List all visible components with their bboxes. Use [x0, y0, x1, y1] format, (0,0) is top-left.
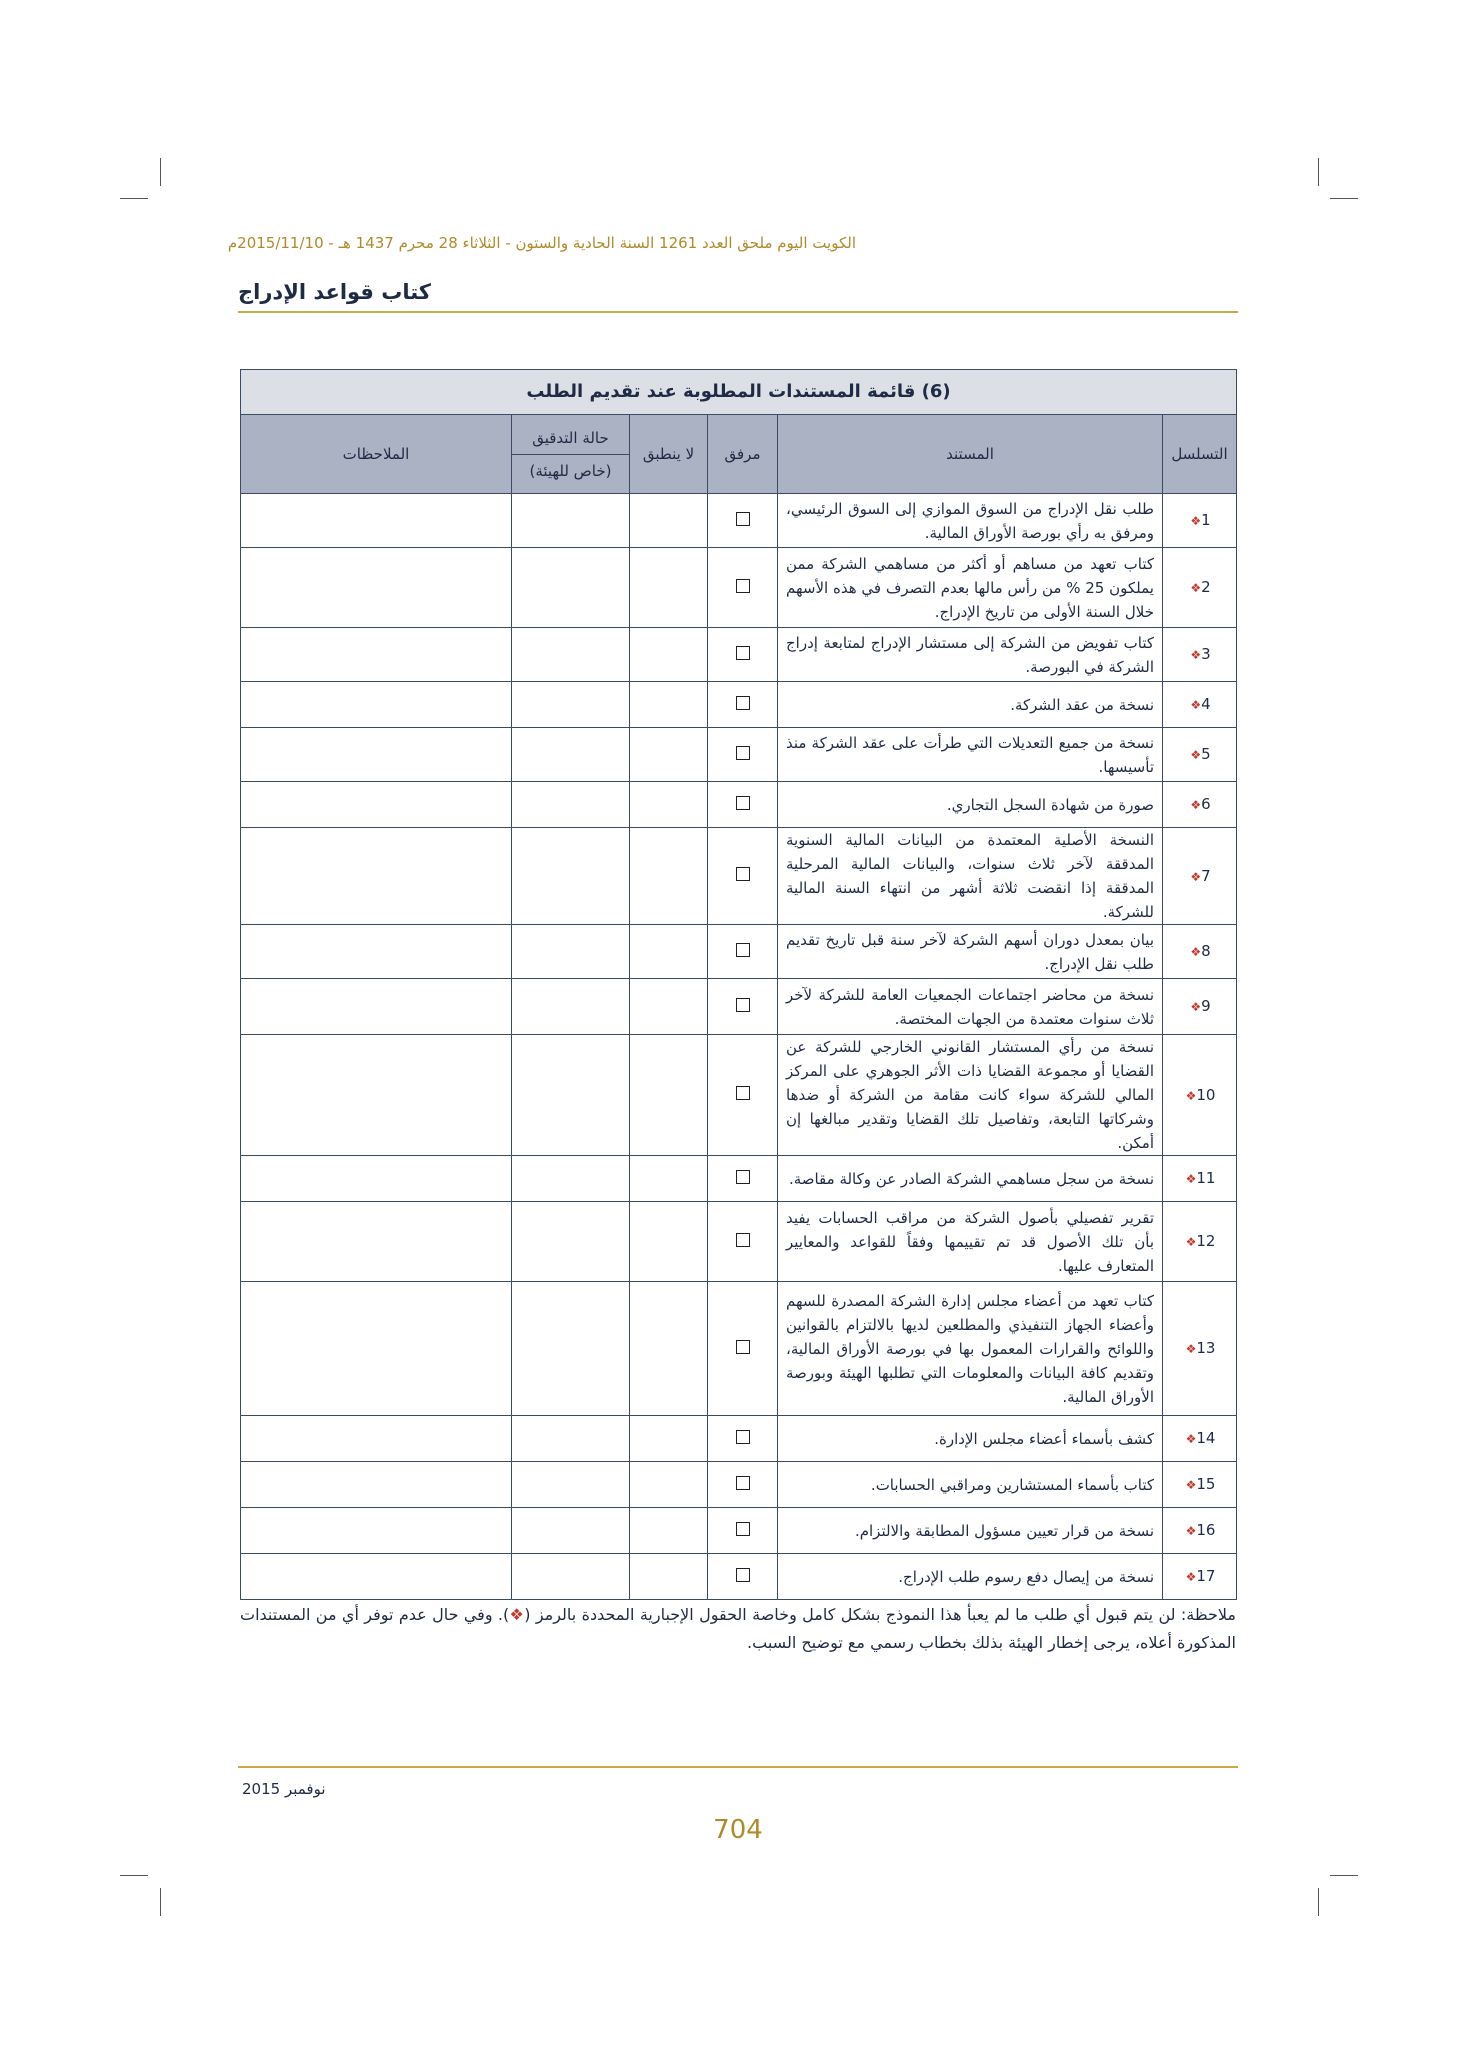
table-row	[241, 728, 1237, 782]
row-remarks-cell[interactable]	[241, 1202, 512, 1282]
row-not-applicable-cell[interactable]	[630, 548, 708, 628]
documents-table	[240, 369, 1237, 1600]
row-sequence-number: 6	[1201, 795, 1211, 813]
row-attached-cell	[708, 628, 778, 682]
row-document: كتاب تعهد من مساهم أو أكثر من مساهمي الشركة ممن يملكون 25 % من رأس مالها بعدم التصرف في هذه الأسهم خلال السنة الأولى من تاريخ الإدراج.	[778, 548, 1163, 628]
row-audit-status-cell[interactable]	[512, 979, 630, 1035]
table-row	[241, 1202, 1237, 1282]
row-attached-cell	[708, 728, 778, 782]
footer-rule	[238, 1766, 1238, 1768]
row-not-applicable-cell[interactable]	[630, 1508, 708, 1554]
running-header: الكويت اليوم ملحق العدد 1261 السنة الحادية والستون - الثلاثاء 28 محرم 1437 هـ - 2015/11/10م	[227, 234, 856, 252]
table-row	[241, 494, 1237, 548]
row-attached-cell	[708, 1416, 778, 1462]
table-caption: (6) قائمة المستندات المطلوبة عند تقديم الطلب	[241, 370, 1237, 415]
row-sequence-number: 2	[1201, 578, 1211, 596]
row-not-applicable-cell[interactable]	[630, 682, 708, 728]
required-marker-icon: ❖	[1185, 1235, 1197, 1249]
row-attached-cell	[708, 1508, 778, 1554]
row-sequence-number: 5	[1201, 745, 1211, 763]
col-audit-status	[512, 415, 630, 494]
row-sequence	[1163, 1156, 1237, 1202]
row-document: كتاب تعهد من أعضاء مجلس إدارة الشركة المصدرة للسهم وأعضاء الجهاز التنفيذي والمطلعين لديها بالالتزام بالقوانين واللوائح والقرارات المعمول بها في بورصة الأوراق المالية، وتقديم كافة البيانات والمعلومات التي تطلبها الهيئة وبورصة الأوراق المالية.	[778, 1282, 1163, 1416]
attached-checkbox[interactable]	[736, 1233, 750, 1247]
row-document: نسخة من قرار تعيين مسؤول المطابقة والالتزام.	[778, 1508, 1163, 1554]
required-marker-icon: ❖	[1190, 748, 1202, 762]
required-marker-icon: ❖	[1185, 1432, 1197, 1446]
table-row	[241, 828, 1237, 925]
row-remarks-cell[interactable]	[241, 628, 512, 682]
required-marker-icon: ❖	[1185, 1478, 1197, 1492]
table-row	[241, 628, 1237, 682]
row-sequence-number: 17	[1196, 1567, 1216, 1585]
audit-status-label: حالة التدقيق	[512, 422, 629, 455]
row-attached-cell	[708, 494, 778, 548]
row-remarks-cell[interactable]	[241, 828, 512, 925]
row-remarks-cell[interactable]	[241, 1554, 512, 1600]
table-row	[241, 925, 1237, 979]
row-sequence	[1163, 1282, 1237, 1416]
row-audit-status-cell[interactable]	[512, 1282, 630, 1416]
row-document: نسخة من رأي المستشار القانوني الخارجي للشركة عن القضايا أو مجموعة القضايا ذات الأثر الجوهري على المركز المالي للشركة سواء كانت مقامة من الشركة أو ضدها وشركاتها التابعة، وتفاصيل تلك القضايا وتقدير مبالغها إن أمكن.	[778, 1035, 1163, 1156]
table-row	[241, 682, 1237, 728]
row-remarks-cell[interactable]	[241, 925, 512, 979]
section-title: كتاب قواعد الإدراج	[238, 280, 432, 304]
attached-checkbox[interactable]	[736, 943, 750, 957]
attached-checkbox[interactable]	[736, 1522, 750, 1536]
row-sequence	[1163, 1508, 1237, 1554]
row-sequence-number: 12	[1196, 1232, 1216, 1250]
row-sequence-number: 14	[1196, 1429, 1216, 1447]
row-remarks-cell[interactable]	[241, 1035, 512, 1156]
row-sequence	[1163, 1416, 1237, 1462]
row-attached-cell	[708, 1202, 778, 1282]
row-audit-status-cell[interactable]	[512, 782, 630, 828]
row-not-applicable-cell[interactable]	[630, 1282, 708, 1416]
crop-mark	[1330, 198, 1358, 199]
required-marker-icon: ❖	[1190, 648, 1202, 662]
row-not-applicable-cell[interactable]	[630, 1156, 708, 1202]
row-not-applicable-cell[interactable]	[630, 1035, 708, 1156]
row-remarks-cell[interactable]	[241, 1416, 512, 1462]
row-sequence-number: 13	[1196, 1339, 1216, 1357]
row-document: نسخة من سجل مساهمي الشركة الصادر عن وكالة مقاصة.	[778, 1156, 1163, 1202]
row-document: طلب نقل الإدراج من السوق الموازي إلى السوق الرئيسي، ومرفق به رأي بورصة الأوراق المالية.	[778, 494, 1163, 548]
row-attached-cell	[708, 1462, 778, 1508]
col-remarks: الملاحظات	[241, 415, 512, 494]
attached-checkbox[interactable]	[736, 998, 750, 1012]
row-audit-status-cell[interactable]	[512, 1554, 630, 1600]
row-not-applicable-cell[interactable]	[630, 494, 708, 548]
attached-checkbox[interactable]	[736, 796, 750, 810]
row-document: النسخة الأصلية المعتمدة من البيانات المالية السنوية المدققة لآخر ثلاث سنوات، والبيانات المالية المرحلية المدققة إذا انقضت ثلاثة أشهر من انتهاء السنة المالية للشركة.	[778, 828, 1163, 925]
row-remarks-cell[interactable]	[241, 494, 512, 548]
row-not-applicable-cell[interactable]	[630, 1416, 708, 1462]
row-not-applicable-cell[interactable]	[630, 925, 708, 979]
row-remarks-cell[interactable]	[241, 782, 512, 828]
row-sequence	[1163, 1202, 1237, 1282]
crop-mark	[160, 158, 161, 186]
required-marker-icon: ❖	[1185, 1172, 1197, 1186]
row-remarks-cell[interactable]	[241, 548, 512, 628]
row-sequence-number: 10	[1196, 1085, 1216, 1104]
required-marker-icon: ❖	[509, 1605, 525, 1624]
crop-mark	[1318, 158, 1319, 186]
attached-checkbox[interactable]	[736, 512, 750, 526]
attached-checkbox[interactable]	[736, 1170, 750, 1184]
table-row	[241, 1554, 1237, 1600]
row-sequence	[1163, 728, 1237, 782]
row-remarks-cell[interactable]	[241, 979, 512, 1035]
row-document: نسخة من محاضر اجتماعات الجمعيات العامة للشركة لآخر ثلاث سنوات معتمدة من الجهات المختصة.	[778, 979, 1163, 1035]
row-document: كتاب بأسماء المستشارين ومراقبي الحسابات.	[778, 1462, 1163, 1508]
row-sequence-number: 1	[1201, 511, 1211, 529]
table-row	[241, 1462, 1237, 1508]
required-marker-icon: ❖	[1185, 1570, 1197, 1584]
documents-table-body	[241, 494, 1237, 1600]
required-marker-icon: ❖	[1190, 1000, 1202, 1014]
attached-checkbox[interactable]	[736, 867, 750, 881]
row-not-applicable-cell[interactable]	[630, 1202, 708, 1282]
row-attached-cell	[708, 548, 778, 628]
attached-checkbox[interactable]	[736, 696, 750, 710]
row-sequence	[1163, 628, 1237, 682]
row-attached-cell	[708, 682, 778, 728]
row-sequence	[1163, 1035, 1237, 1156]
attached-checkbox[interactable]	[736, 746, 750, 760]
table-row	[241, 548, 1237, 628]
row-audit-status-cell[interactable]	[512, 1508, 630, 1554]
row-not-applicable-cell[interactable]	[630, 728, 708, 782]
required-marker-icon: ❖	[1190, 698, 1202, 712]
page-number: 704	[713, 1815, 763, 1845]
row-sequence-number: 7	[1201, 866, 1211, 885]
table-row	[241, 1508, 1237, 1554]
row-document: نسخة من جميع التعديلات التي طرأت على عقد الشركة منذ تأسيسها.	[778, 728, 1163, 782]
required-marker-icon: ❖	[1190, 514, 1202, 528]
row-not-applicable-cell[interactable]	[630, 1462, 708, 1508]
footer-date: نوفمبر 2015	[242, 1780, 326, 1798]
row-attached-cell	[708, 979, 778, 1035]
row-attached-cell	[708, 828, 778, 925]
row-audit-status-cell[interactable]	[512, 1035, 630, 1156]
table-row	[241, 782, 1237, 828]
row-attached-cell	[708, 1282, 778, 1416]
row-audit-status-cell[interactable]	[512, 548, 630, 628]
crop-mark	[120, 1875, 148, 1876]
row-remarks-cell[interactable]	[241, 682, 512, 728]
row-remarks-cell[interactable]	[241, 1462, 512, 1508]
row-attached-cell	[708, 1554, 778, 1600]
required-marker-icon: ❖	[1190, 945, 1202, 959]
required-marker-icon: ❖	[1185, 1342, 1197, 1356]
row-sequence	[1163, 925, 1237, 979]
required-marker-icon: ❖	[1185, 1524, 1197, 1538]
row-remarks-cell[interactable]	[241, 1282, 512, 1416]
table-row	[241, 1416, 1237, 1462]
row-remarks-cell[interactable]	[241, 1156, 512, 1202]
required-marker-icon: ❖	[1190, 798, 1202, 812]
form-note	[240, 1601, 1236, 1657]
col-sequence: التسلسل	[1163, 415, 1237, 494]
required-marker-icon: ❖	[1190, 581, 1202, 595]
row-document: صورة من شهادة السجل التجاري.	[778, 782, 1163, 828]
table-row	[241, 979, 1237, 1035]
attached-checkbox[interactable]	[736, 579, 750, 593]
crop-mark	[160, 1888, 161, 1916]
table-row	[241, 1156, 1237, 1202]
row-sequence-number: 4	[1201, 695, 1211, 713]
row-document: نسخة من عقد الشركة.	[778, 682, 1163, 728]
row-sequence	[1163, 782, 1237, 828]
attached-checkbox[interactable]	[736, 1476, 750, 1490]
table-row	[241, 1035, 1237, 1156]
attached-checkbox[interactable]	[736, 1430, 750, 1444]
attached-checkbox[interactable]	[736, 1086, 750, 1100]
note-text-start: ملاحظة: لن يتم قبول أي طلب ما لم يعبأ هذا النموذج بشكل كامل وخاصة الحقول الإجبارية المحددة بالرمز (	[524, 1605, 1237, 1624]
row-remarks-cell[interactable]	[241, 1508, 512, 1554]
row-sequence	[1163, 548, 1237, 628]
header-rule	[238, 311, 1238, 313]
row-audit-status-cell[interactable]	[512, 728, 630, 782]
attached-checkbox[interactable]	[736, 1340, 750, 1354]
row-sequence-number: 3	[1201, 645, 1211, 663]
row-attached-cell	[708, 1035, 778, 1156]
row-audit-status-cell[interactable]	[512, 1156, 630, 1202]
row-sequence	[1163, 828, 1237, 925]
row-sequence-number: 8	[1201, 942, 1211, 960]
row-document: تقرير تفصيلي بأصول الشركة من مراقب الحسابات يفيد بأن تلك الأصول قد تم تقييمها وفقاً للقواعد والمعايير المتعارف عليها.	[778, 1202, 1163, 1282]
row-document: كشف بأسماء أعضاء مجلس الإدارة.	[778, 1416, 1163, 1462]
row-not-applicable-cell[interactable]	[630, 828, 708, 925]
crop-mark	[1330, 1875, 1358, 1876]
attached-checkbox[interactable]	[736, 1568, 750, 1582]
col-document: المستند	[778, 415, 1163, 494]
row-sequence	[1163, 682, 1237, 728]
row-audit-status-cell[interactable]	[512, 828, 630, 925]
crop-mark	[1318, 1888, 1319, 1916]
row-audit-status-cell[interactable]	[512, 628, 630, 682]
row-document: بيان بمعدل دوران أسهم الشركة لآخر سنة قبل تاريخ تقديم طلب نقل الإدراج.	[778, 925, 1163, 979]
row-remarks-cell[interactable]	[241, 728, 512, 782]
row-sequence	[1163, 1554, 1237, 1600]
required-marker-icon: ❖	[1185, 1088, 1197, 1103]
row-document: نسخة من إيصال دفع رسوم طلب الإدراج.	[778, 1554, 1163, 1600]
row-audit-status-cell[interactable]	[512, 682, 630, 728]
row-sequence-number: 11	[1196, 1169, 1216, 1187]
row-sequence-number: 16	[1196, 1521, 1216, 1539]
row-not-applicable-cell[interactable]	[630, 1554, 708, 1600]
row-audit-status-cell[interactable]	[512, 1202, 630, 1282]
col-not-applicable: لا ينطبق	[630, 415, 708, 494]
row-sequence-number: 15	[1196, 1475, 1216, 1493]
required-marker-icon: ❖	[1190, 869, 1202, 884]
row-sequence-number: 9	[1201, 997, 1211, 1015]
row-sequence	[1163, 494, 1237, 548]
attached-checkbox[interactable]	[736, 646, 750, 660]
row-not-applicable-cell[interactable]	[630, 628, 708, 682]
col-attached: مرفق	[708, 415, 778, 494]
row-sequence	[1163, 979, 1237, 1035]
note-text-end: ). وفي حال عدم توفر أي من المستندات المذكورة أعلاه، يرجى إخطار الهيئة بذلك بخطاب رسمي مع توضيح السبب.	[240, 1605, 1236, 1652]
table-row	[241, 1282, 1237, 1416]
row-audit-status-cell[interactable]	[512, 925, 630, 979]
row-sequence	[1163, 1462, 1237, 1508]
row-not-applicable-cell[interactable]	[630, 782, 708, 828]
row-attached-cell	[708, 1156, 778, 1202]
row-audit-status-cell[interactable]	[512, 1416, 630, 1462]
row-audit-status-cell[interactable]	[512, 494, 630, 548]
row-document: كتاب تفويض من الشركة إلى مستشار الإدراج لمتابعة إدراج الشركة في البورصة.	[778, 628, 1163, 682]
row-audit-status-cell[interactable]	[512, 1462, 630, 1508]
crop-mark	[120, 198, 148, 199]
row-attached-cell	[708, 925, 778, 979]
row-attached-cell	[708, 782, 778, 828]
audit-status-note: (خاص للهيئة)	[529, 461, 612, 480]
row-not-applicable-cell[interactable]	[630, 979, 708, 1035]
